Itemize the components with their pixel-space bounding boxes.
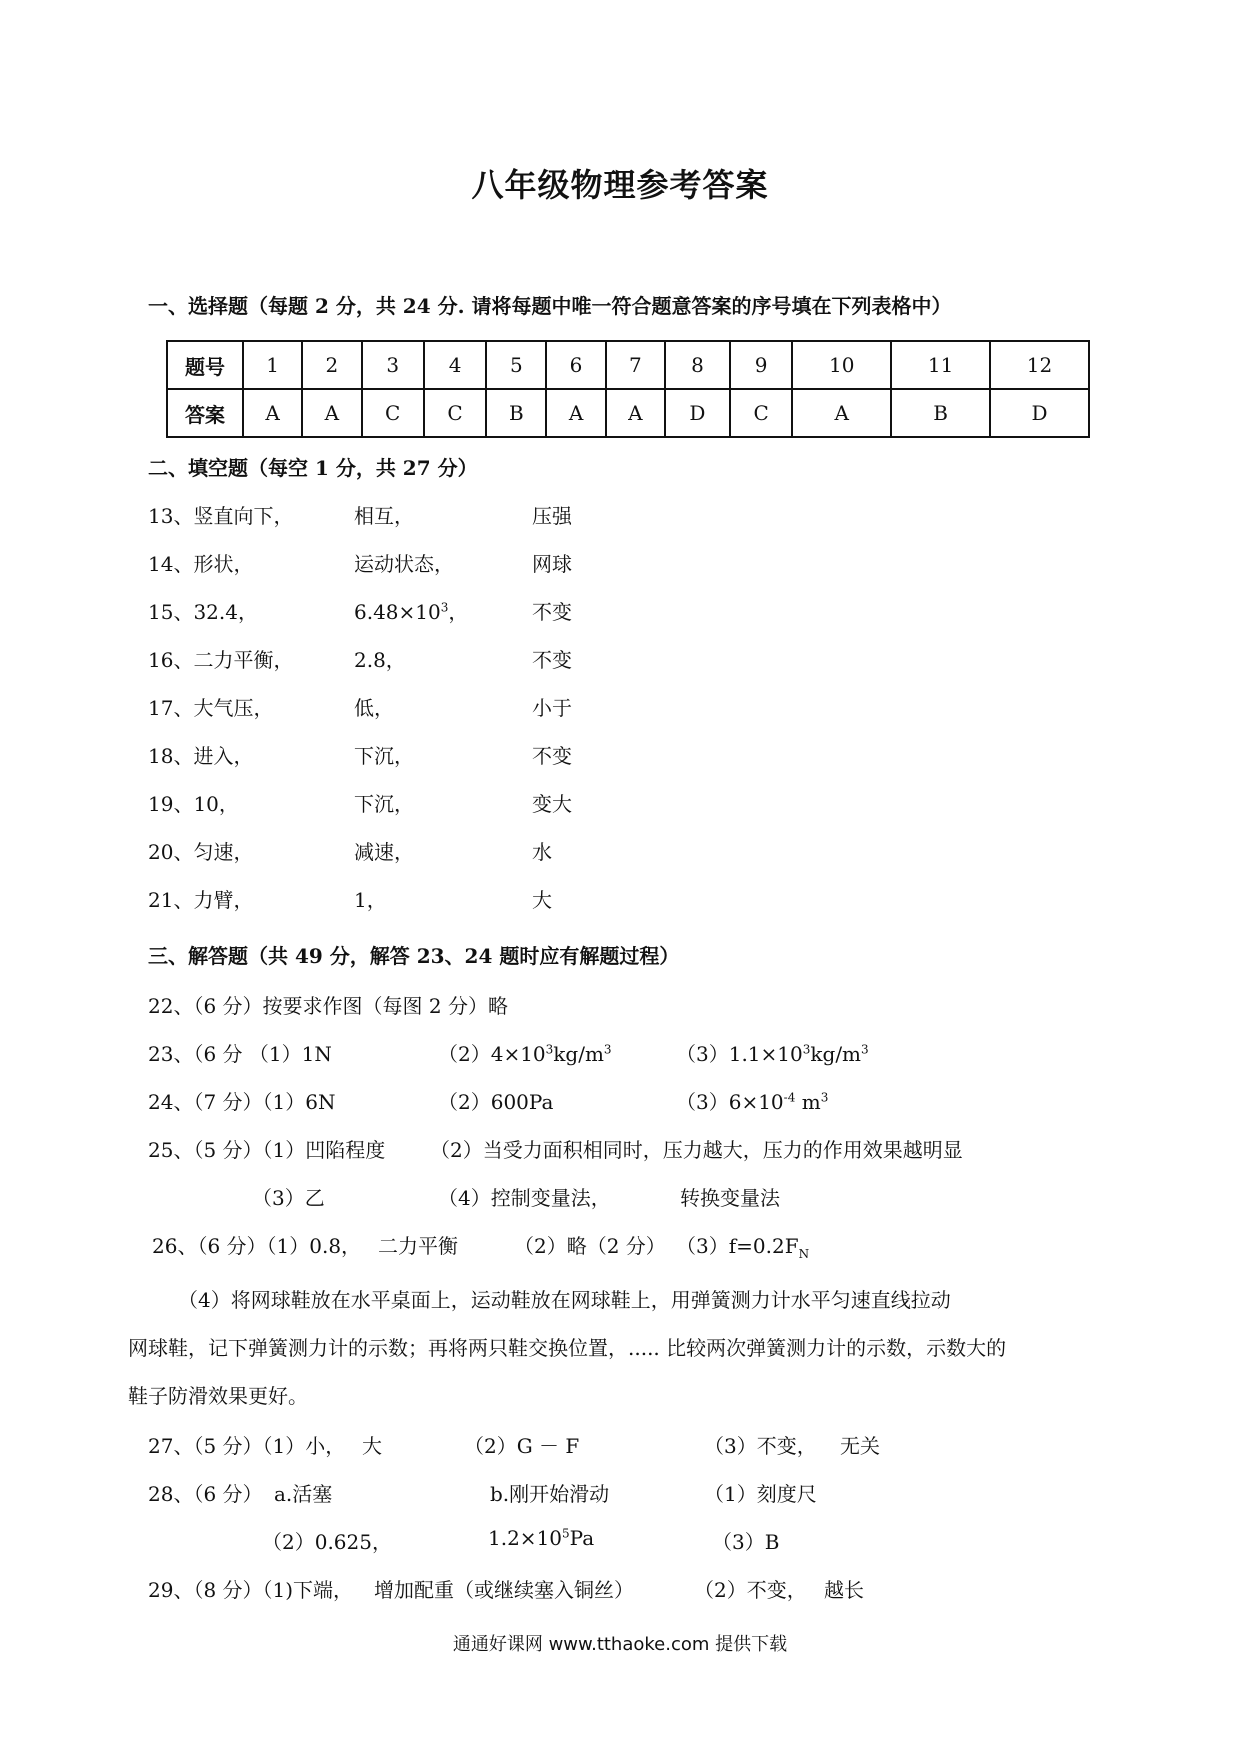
answer-blank-2: 低， <box>354 696 394 720</box>
answer-blank-1: 15、32.4， <box>148 600 258 624</box>
q28-part5: （2）0.625， <box>262 1530 392 1554</box>
q28-part2: a.活塞 <box>274 1482 333 1506</box>
q29-part2: 增加配重（或继续塞入铜丝） <box>374 1578 634 1602</box>
question-number-cell: 2 <box>302 341 361 389</box>
answer-blank-2: 减速， <box>354 840 414 864</box>
answer-blank-1: 17、大气压， <box>148 696 274 720</box>
q26-part2: 二力平衡 <box>378 1234 458 1258</box>
answer-blank-2: 下沉， <box>354 792 414 816</box>
q26-part4: $(3)f=0.2F_N$ <box>676 1234 810 1261</box>
answer-blank-1: 18、进入， <box>148 744 254 768</box>
answer-blank-3: 小于 <box>532 696 572 720</box>
answer-blank-3: 水 <box>532 840 552 864</box>
answer-blank-1: 13、竖直向下， <box>148 504 294 528</box>
question-number-cell: 4 <box>424 341 486 389</box>
q27-part4: （3）不变， <box>704 1434 817 1458</box>
row-label-answer: 答案 <box>167 389 243 437</box>
answer-blank-2: $6.48\times 10^3$， <box>354 600 469 624</box>
q26-part4-line3: 鞋子防滑效果更好。 <box>128 1384 308 1408</box>
q29-part1: 29、（8 分）（1)下端， <box>148 1578 354 1602</box>
answer-blank-1: 16、二力平衡， <box>148 648 294 672</box>
q27-part3: （2）G － F <box>464 1434 580 1458</box>
answer-blank-1: 19、10， <box>148 792 239 816</box>
q26-part1: 26、（6 分）（1）0.8， <box>152 1234 362 1258</box>
answer-cell: A <box>792 389 891 437</box>
answer-cell: A <box>302 389 361 437</box>
section3-heading: 三、解答题（共 49 分，解答 23、24 题时应有解题过程） <box>148 944 680 968</box>
answer-blank-2: 下沉， <box>354 744 414 768</box>
q28-part4: （1）刻度尺 <box>704 1482 817 1506</box>
q25-part1: 25、（5 分）（1）凹陷程度 <box>148 1138 386 1162</box>
q29-part3: （2）不变， <box>694 1578 807 1602</box>
question-number-cell: 7 <box>606 341 665 389</box>
q27-part1: 27、（5 分）（1）小， <box>148 1434 346 1458</box>
answer-blank-3: 网球 <box>532 552 572 576</box>
page-footer: 通通好课网 www.tthaoke.com 提供下载 <box>452 1634 788 1655</box>
q28-part1: 28、（6 分） <box>148 1482 263 1506</box>
q25-part2: （2）当受力面积相同时，压力越大，压力的作用效果越明显 <box>430 1138 963 1162</box>
answer-blank-2: 运动状态， <box>354 552 454 576</box>
answer-cell: C <box>424 389 486 437</box>
answer-blank-1: 14、形状， <box>148 552 254 576</box>
question-number-cell: 12 <box>990 341 1089 389</box>
q23-part3: $(3)1.1\times 10^3kg/m^3$ <box>676 1042 869 1066</box>
answer-table <box>166 340 1090 438</box>
question-number-cell: 9 <box>730 341 792 389</box>
q25-part4: （4）控制变量法， <box>438 1186 611 1210</box>
q28-part6: $1.2\times 10^5Pa$ <box>488 1526 595 1550</box>
q24-part2: （2）600Pa <box>438 1090 554 1114</box>
answer-blank-3: 压强 <box>532 504 572 528</box>
question-number-cell: 1 <box>243 341 302 389</box>
answer-blank-2: 2.8， <box>354 648 406 672</box>
row-label-question: 题号 <box>167 341 243 389</box>
answer-blank-3: 大 <box>532 888 552 912</box>
answer-blank-3: 不变 <box>532 600 572 624</box>
answer-cell: C <box>730 389 792 437</box>
section1-heading: 一、选择题（每题 2 分，共 24 分. 请将每题中唯一符合题意答案的序号填在下列表格中） <box>148 294 952 318</box>
answer-blank-2: 1， <box>354 888 387 912</box>
answer-blank-1: 21、力臂， <box>148 888 254 912</box>
question-number-cell: 10 <box>792 341 891 389</box>
answer-cell: B <box>486 389 546 437</box>
section2-heading: 二、填空题（每空 1 分，共 27 分） <box>148 456 478 480</box>
answer-cell: B <box>891 389 990 437</box>
q27-part5: 无关 <box>840 1434 880 1458</box>
table-row-answers <box>167 389 1089 437</box>
question-number-cell: 3 <box>362 341 424 389</box>
answer-cell: D <box>665 389 730 437</box>
q26-part3: （2）略（2 分） <box>514 1234 666 1258</box>
question-number-cell: 5 <box>486 341 546 389</box>
answer-blank-2: 相互， <box>354 504 414 528</box>
q24-part1: 24、（7 分）（1）6N <box>148 1090 336 1114</box>
q26-part4-line2: 网球鞋，记下弹簧测力计的示数；再将两只鞋交换位置，..... 比较两次弹簧测力计的示数，示数大的 <box>128 1336 1007 1360</box>
answer-cell: A <box>243 389 302 437</box>
q28-part7: （3）B <box>712 1530 780 1554</box>
page-title: 八年级物理参考答案 <box>471 166 769 204</box>
q25-part5: 转换变量法 <box>680 1186 780 1210</box>
answer-blank-1: 20、匀速， <box>148 840 254 864</box>
answer-cell: A <box>546 389 605 437</box>
q26-part4-line1: （4）将网球鞋放在水平桌面上，运动鞋放在网球鞋上，用弹簧测力计水平匀速直线拉动 <box>178 1288 951 1312</box>
answer-cell: D <box>990 389 1089 437</box>
answer-blank-3: 不变 <box>532 648 572 672</box>
q24-part3: $(3)6\times 10^{-4}$ $m^3$ <box>676 1090 829 1114</box>
answer-blank-3: 变大 <box>532 792 572 816</box>
question-number-cell: 6 <box>546 341 605 389</box>
q27-part2: 大 <box>362 1434 382 1458</box>
answer-blank-3: 不变 <box>532 744 572 768</box>
q29-part4: 越长 <box>824 1578 864 1602</box>
q23-part1: 23、（6 分 （1）1N <box>148 1042 332 1066</box>
table-row-question-numbers <box>167 341 1089 389</box>
q25-part3: （3）乙 <box>252 1186 325 1210</box>
answer-cell: A <box>606 389 665 437</box>
q23-part2: $(2)4\times 10^3kg/m^3$ <box>438 1042 612 1066</box>
question-number-cell: 8 <box>665 341 730 389</box>
q28-part3: b.刚开始滑动 <box>490 1482 610 1506</box>
question-number-cell: 11 <box>891 341 990 389</box>
answer-cell: C <box>362 389 424 437</box>
q22-answer: 22、（6 分）按要求作图（每图 2 分）略 <box>148 994 508 1018</box>
